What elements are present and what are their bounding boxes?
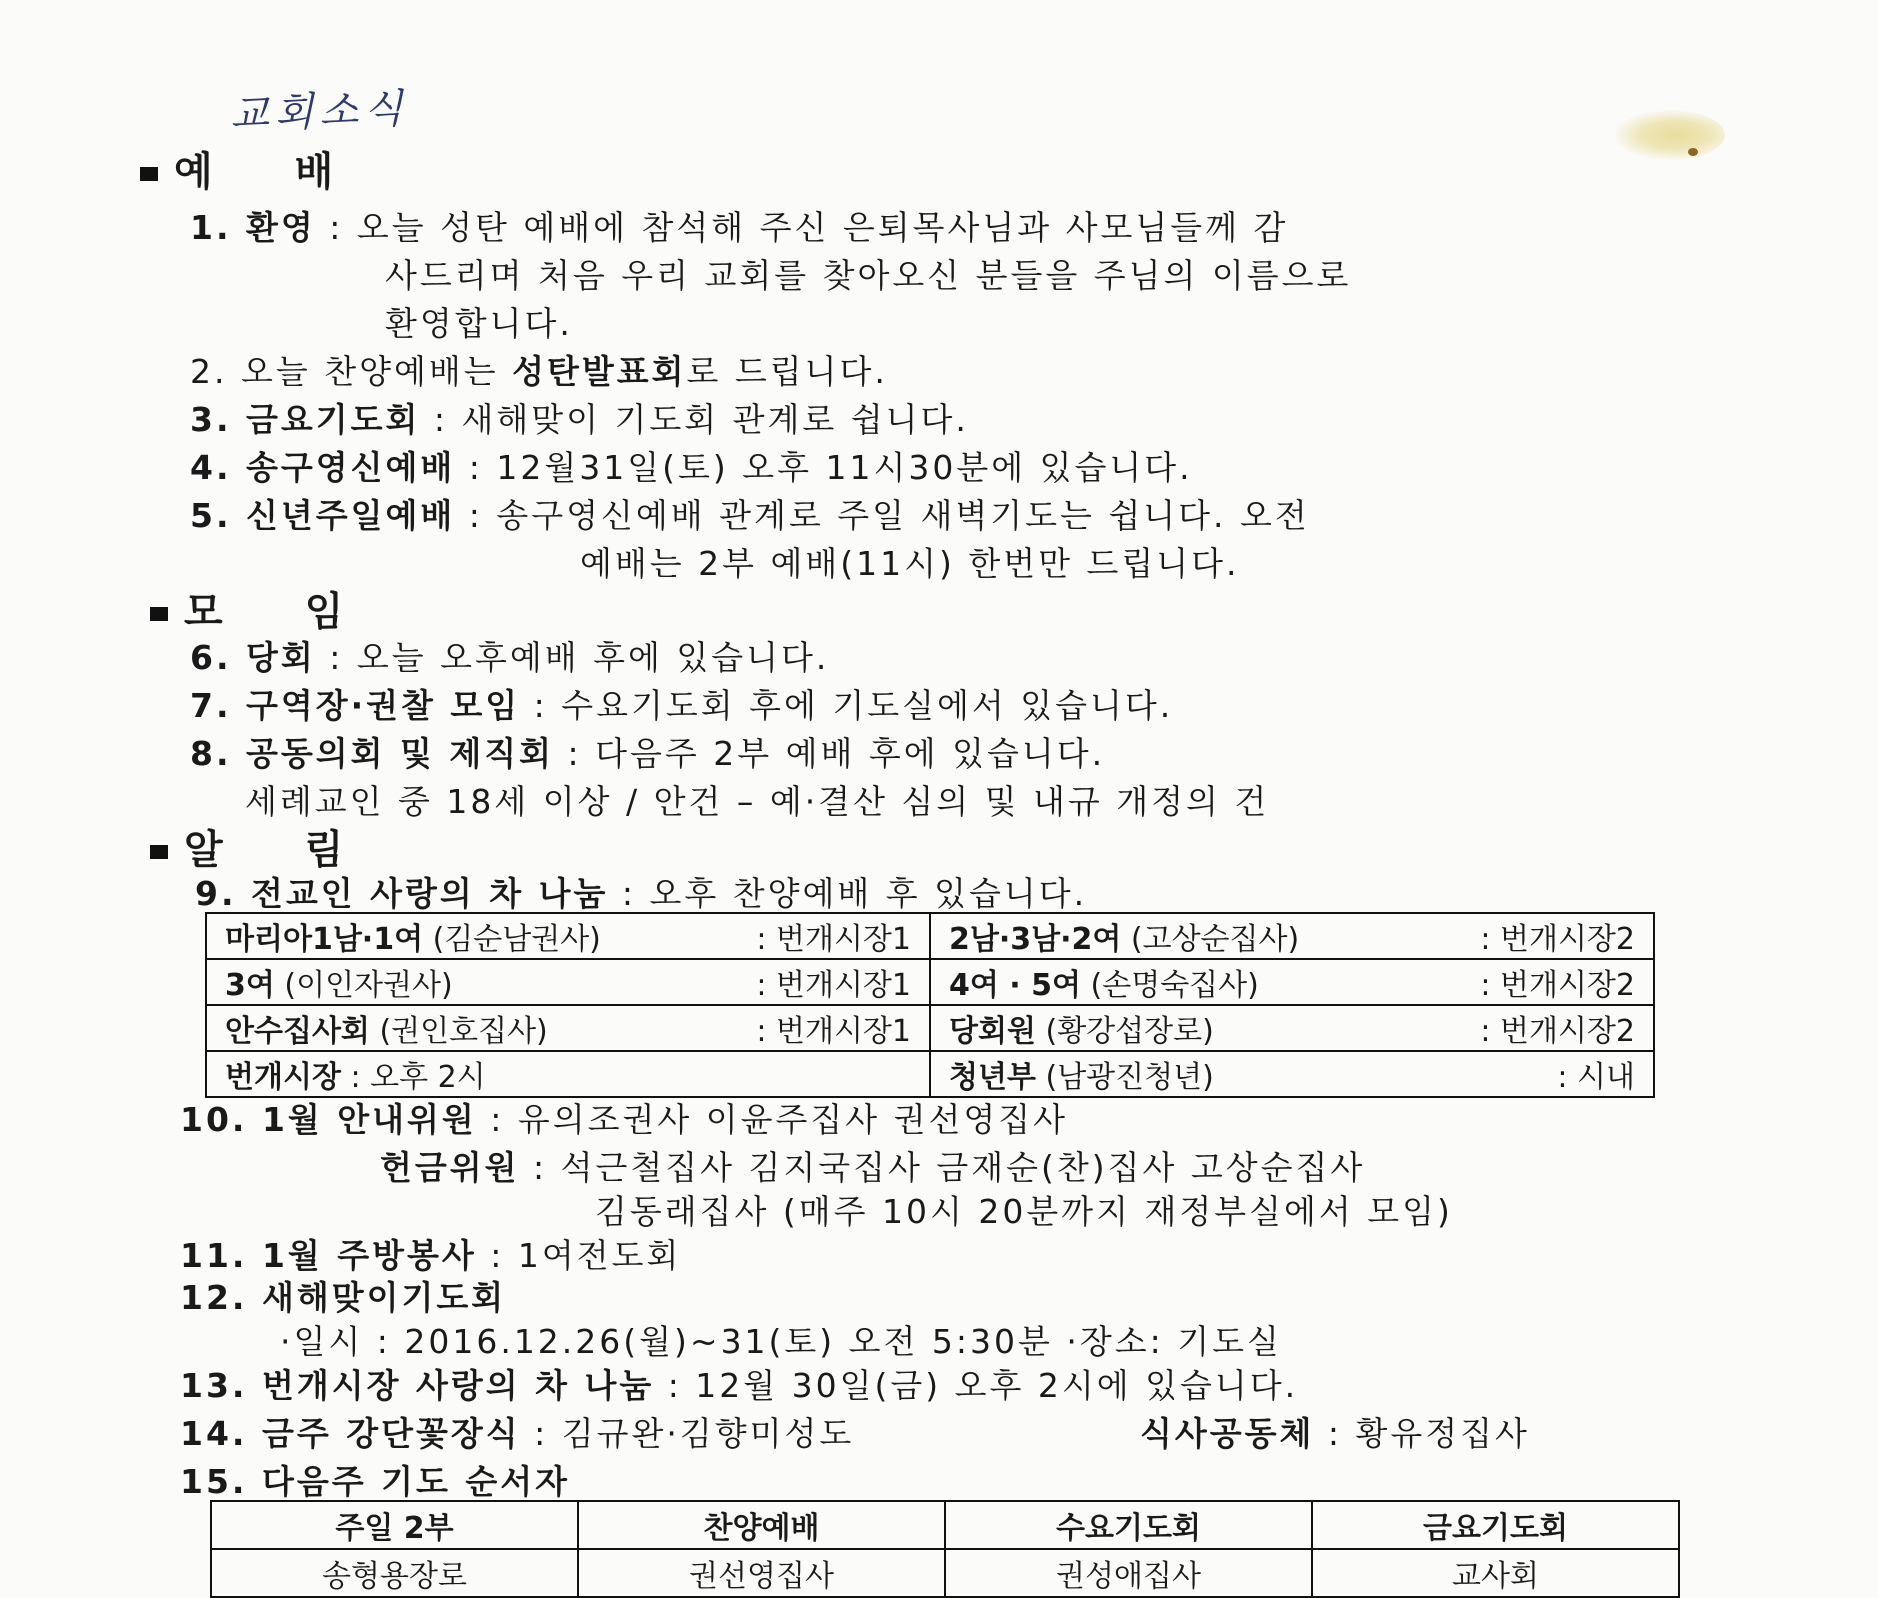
prayer-header-cell: 금요기도회 xyxy=(1312,1501,1679,1549)
share-table-cell xyxy=(206,959,930,1005)
share-table-cell xyxy=(206,913,930,959)
item-5-cont: 예배는 2부 예배(11시) 한번만 드립니다. xyxy=(580,544,1240,583)
item-15: 15. 다음주 기도 순서자 xyxy=(180,1462,570,1501)
item-10-offering: 헌금위원 : 석근철집사 김지국집사 금재순(찬)집사 고상순집사 xyxy=(380,1148,1366,1187)
section-meeting: 모 임 xyxy=(150,580,377,637)
share-group-location: : 번개시장2 xyxy=(1480,922,1635,957)
share-table-cell xyxy=(930,959,1654,1005)
share-group-location: : 번개시장1 xyxy=(756,1014,911,1049)
share-table-row xyxy=(206,1005,1654,1051)
item-1-cont-2: 환영합니다. xyxy=(385,304,573,343)
share-table-row xyxy=(206,959,1654,1005)
share-group-leader: (황강섭장로) xyxy=(1035,1014,1214,1049)
item-10: 10. 1월 안내위원 : 유의조권사 이윤주집사 권선영집사 xyxy=(180,1100,1069,1139)
item-8: 8. 공동의회 및 제직회 : 다음주 2부 예배 후에 있습니다. xyxy=(190,734,1106,773)
prayer-table-value-row xyxy=(211,1549,1679,1597)
item-1: 1. 환영 : 오늘 성탄 예배에 참석해 주신 은퇴목사님과 사모님들께 감 xyxy=(190,208,1289,247)
share-table xyxy=(205,912,1655,1098)
share-group-leader: (손명숙집사) xyxy=(1081,968,1259,1003)
section-bullet-icon xyxy=(150,845,168,859)
share-table-row xyxy=(206,1051,1654,1097)
section-bullet-icon xyxy=(150,607,168,621)
share-group-leader: (김순남권사) xyxy=(423,922,601,957)
item-1-cont-1: 사드리며 처음 우리 교회를 찾아오신 분들을 주님의 이름으로 xyxy=(385,256,1352,295)
share-table-cell xyxy=(930,1051,1654,1097)
share-group-name: 마리아1남·1여 xyxy=(225,922,424,957)
share-group-name: 4여 · 5여 xyxy=(949,968,1081,1003)
page-title: 교회소식 xyxy=(229,85,410,139)
share-group-leader: (권인호집사) xyxy=(369,1014,548,1049)
share-group-leader: : 오후 2시 xyxy=(340,1060,486,1095)
item-2: 2. 오늘 찬양예배는 성탄발표회로 드립니다. xyxy=(190,352,888,391)
prayer-value-cell: 송형용장로 xyxy=(211,1549,578,1597)
item-5: 5. 신년주일예배 : 송구영신예배 관계로 주일 새벽기도는 쉽니다. 오전 xyxy=(190,496,1310,535)
item-14-meal: 식사공동체 : 황유정집사 xyxy=(1140,1414,1530,1453)
share-group-name: 2남·3남·2여 xyxy=(949,922,1122,957)
item-9: 9. 전교인 사랑의 차 나눔 : 오후 찬양예배 후 있습니다. xyxy=(195,874,1088,913)
prayer-header-cell: 주일 2부 xyxy=(211,1501,578,1549)
share-table-row xyxy=(206,913,1654,959)
prayer-value-cell: 권성애집사 xyxy=(945,1549,1312,1597)
item-11: 11. 1월 주방봉사 : 1여전도회 xyxy=(180,1236,682,1275)
section-bullet-icon xyxy=(140,167,158,181)
share-table-body xyxy=(206,913,1654,1097)
paper-stain-dot xyxy=(1688,148,1698,156)
share-table-cell xyxy=(206,1005,930,1051)
item-14: 14. 금주 강단꽃장식 : 김규완·김향미성도 xyxy=(180,1414,855,1453)
share-group-location: : 번개시장1 xyxy=(756,922,911,957)
share-group-location: : 번개시장2 xyxy=(1480,1014,1635,1049)
share-group-location: : 번개시장1 xyxy=(756,968,911,1003)
prayer-table-header-row xyxy=(211,1501,1679,1549)
share-group-name: 번개시장 xyxy=(225,1060,341,1095)
paper-stain xyxy=(1615,110,1725,160)
item-3: 3. 금요기도회 : 새해맞이 기도회 관계로 쉽니다. xyxy=(190,400,969,439)
share-group-name: 당회원 xyxy=(949,1014,1036,1049)
item-13: 13. 번개시장 사랑의 차 나눔 : 12월 30일(금) 오후 2시에 있습니다. xyxy=(180,1366,1299,1405)
section-worship: 예 배 xyxy=(140,140,367,197)
share-group-location: : 번개시장2 xyxy=(1480,968,1635,1003)
prayer-header-cell: 수요기도회 xyxy=(945,1501,1312,1549)
prayer-value-cell: 교사회 xyxy=(1312,1549,1679,1597)
item-8-sub: 세례교인 중 18세 이상 / 안건 – 예·결산 심의 및 내규 개정의 건 xyxy=(245,782,1270,821)
item-12-sub: ·일시 : 2016.12.26(월)~31(토) 오전 5:30분 ·장소: 기도실 xyxy=(280,1322,1282,1361)
share-group-name: 청년부 xyxy=(949,1060,1036,1095)
item-7: 7. 구역장·권찰 모임 : 수요기도회 후에 기도실에서 있습니다. xyxy=(190,686,1174,725)
prayer-value-cell: 권선영집사 xyxy=(578,1549,945,1597)
section-notice: 알 림 xyxy=(150,818,377,875)
share-group-leader: (남광진청년) xyxy=(1035,1060,1214,1095)
share-table-cell xyxy=(930,1005,1654,1051)
item-10-cont: 김동래집사 (매주 10시 20분까지 재정부실에서 모임) xyxy=(595,1192,1453,1231)
share-group-location: : 시내 xyxy=(1557,1060,1635,1095)
share-table-cell xyxy=(930,913,1654,959)
prayer-header-cell: 찬양예배 xyxy=(578,1501,945,1549)
share-table-cell xyxy=(206,1051,930,1097)
share-group-name: 안수집사회 xyxy=(225,1014,370,1049)
share-group-name: 3여 xyxy=(225,968,275,1003)
item-6: 6. 당회 : 오늘 오후예배 후에 있습니다. xyxy=(190,638,830,677)
prayer-table xyxy=(210,1500,1680,1598)
item-4: 4. 송구영신예배 : 12월31일(토) 오후 11시30분에 있습니다. xyxy=(190,448,1193,487)
share-group-leader: (고상순집사) xyxy=(1121,922,1300,957)
item-12: 12. 새해맞이기도회 xyxy=(180,1278,507,1317)
share-group-leader: (이인자권사) xyxy=(274,968,453,1003)
